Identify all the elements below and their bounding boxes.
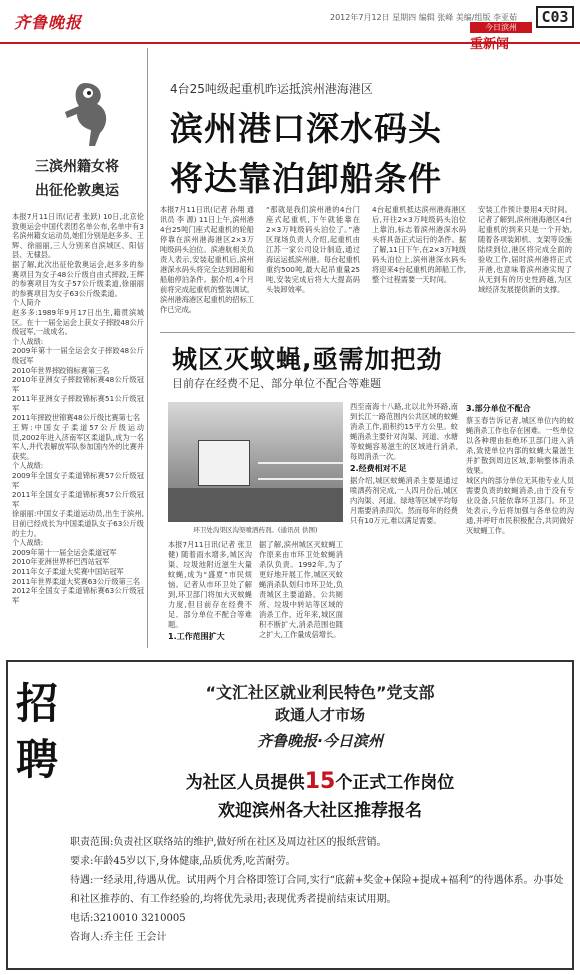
story1-body bbox=[160, 205, 575, 330]
story1-column: 安装工作预计要用4天时间。记者了解到,滨州港海港区4台起重机的到来只是一个开始,随着各项装卸机、支架等设施陆续到位,港区将完成全面的验收工作,届时滨州港将正式开港,也意味着滨州港实现了从无到有的历史性跨越,为区域经济发展提供新的支撑。 bbox=[478, 205, 572, 294]
story2-column: 据了解,滨州城区灭蚊蝇工作原来由市环卫处蚊蝇消杀队负责。1992年,为了更好地开展工作,城区灭蚊蝇消杀队划归市环卫处,负责城区主要道路、公共厕所、垃圾中转站等区域的消杀工作。近年来,城区面积不断扩大,消杀范围也随之扩大,工作量成倍增长。 bbox=[259, 540, 343, 639]
sidebar-paragraph: 王辉:中国女子柔道57公斤级运动员,2002年进入济南军区柔道队,成为一名军人,并代表解放军队参加国内外的比赛并获奖。 bbox=[12, 423, 144, 461]
story2-body-right bbox=[350, 402, 575, 642]
divider bbox=[160, 332, 575, 333]
story2-subhead-1: 1.工作范围扩大 bbox=[168, 632, 225, 640]
sidebar-headline bbox=[12, 155, 142, 203]
story2-para: 据介绍,城区蚊蝇消杀主要是通过喷洒药剂完成,一人四月份后,城区内沟渠、河道、绿地等区域平均每月需要消杀四次。然而每年的经费只有10万元,难以满足需要。 bbox=[350, 476, 458, 525]
sidebar-paragraph: 2011年世界柔道大奖赛63公斤级第三名 bbox=[12, 576, 141, 586]
ad-newspaper-logo: 齐鲁晚报·今日滨州 bbox=[257, 732, 383, 750]
ad-headline-number: 15 bbox=[304, 769, 336, 794]
sidebar-paragraph: 个人战绩: bbox=[12, 538, 44, 548]
sidebar-paragraph: 个人简介 bbox=[12, 298, 41, 308]
ad-detail-line: 职责范围:负责社区联络站的维护,做好所在社区及周边社区的报纸营销。 bbox=[70, 837, 387, 848]
newspaper-logo: 齐鲁晚报 bbox=[14, 13, 83, 32]
sidebar-paragraph: 2009年第十一届全运会柔道冠军 bbox=[12, 547, 117, 557]
ad-subheadline: 欢迎滨州各大社区推荐报名 bbox=[218, 801, 422, 821]
ad-partner: 政通人才市场 bbox=[274, 706, 365, 724]
sidebar-paragraph: 2010年世界摔跤锦标赛第三名 bbox=[12, 365, 110, 375]
ad-detail-line: 咨询人:乔主任 王会计 bbox=[70, 932, 167, 943]
ad-organizer: “文汇社区就业利民特色”党支部 bbox=[205, 683, 435, 702]
section-badge: 今日滨州 bbox=[470, 22, 532, 33]
sidebar-paragraph: 本报7月11日讯(记者 张跃) 10日,北京伦敦奥运会中国代表团名单公布,名单中有3名滨州籍女运动员,她们分别是赵多多、王辉、徐丽丽,三人分别来自滨城区、阳信县、无棣县。 bbox=[12, 212, 144, 260]
story1-kicker: 4台25吨级起重机昨运抵滨州港海港区 bbox=[170, 82, 373, 96]
story2-column bbox=[350, 402, 458, 642]
sidebar-paragraph: 赵多多:1989年9月17日出生,籍贯滨城区。在十一届全运会上获女子摔跤48公斤级冠军,一战成名。 bbox=[12, 307, 144, 337]
sidebar-paragraph: 2011年全国女子柔道锦标赛57公斤级冠军 bbox=[12, 490, 144, 509]
ad-title-vertical bbox=[12, 676, 62, 788]
story1-headline bbox=[170, 104, 570, 204]
ad-detail-line: 待遇:一经录用,待遇从优。试用两个月合格即签订合同,实行“底薪+奖金+保险+提成+福利”的待遇体系。办事处和社区推荐的、有工作经验的,均将优先录用;表现优秀者提前结束试用期。 bbox=[70, 875, 564, 905]
sidebar-paragraph: 2011年摔跤世锦赛48公斤级比赛第七名 bbox=[12, 413, 141, 423]
sidebar-paragraph: 个人战绩: bbox=[12, 461, 44, 471]
sidebar-paragraph: 2010年亚洲世界杯巴西站冠军 bbox=[12, 557, 110, 567]
story2-lead: 本报7月11日讯(记者 张卫健) 随着雨水增多,城区沟渠、垃圾池附近滋生大量蚊蝇,成为“盛夏”市民烦恼。记者从市环卫处了解到,环卫部门将加大灭蚊蝇力度,但目前存在经费不足、部分单位不配合等难题。 bbox=[168, 540, 252, 629]
sidebar-paragraph: 2011年亚洲女子摔跤锦标赛51公斤级冠军 bbox=[12, 394, 144, 413]
sidebar-paragraph: 徐丽丽:中国女子柔道运动员,出生于滨州,目前已经成长为中国柔道队女子63公斤级的主力。 bbox=[12, 509, 144, 538]
story2-photo bbox=[168, 402, 343, 522]
sidebar-paragraph: 个人战绩: bbox=[12, 336, 44, 346]
dateline: 2012年7月12日 星期四 编辑 张峰 美编/组版 李亚茹 bbox=[330, 13, 518, 22]
story1-headline-line1: 滨州港口深水码头 bbox=[170, 109, 442, 148]
sidebar-article bbox=[12, 212, 144, 652]
story1-headline-line2: 将达靠泊卸船条件 bbox=[170, 159, 442, 198]
story2-para: 城区内的部分单位无其他专业人员需要负责的蚊蝇消杀,由于没有专业设备,只能依靠环卫部门。环卫处表示,今后将加强与各单位的沟通,并呼吁市民积极配合,共同做好灭蚊蝇工作。 bbox=[466, 476, 574, 535]
story1-column: 4台起重机抵达滨州港海港区后,开往2×3万吨级码头泊位上靠泊,标志着滨州港深水码头将具备正式运行的条件。据了解,11日下午,在2×3万吨级码头泊位上,滨州港深水码头将迎来4台起重机的卸船工作,整个过程需要一天时间。 bbox=[372, 205, 466, 284]
photo-road bbox=[168, 488, 343, 522]
story2-column bbox=[168, 540, 252, 640]
page-number: C03 bbox=[536, 6, 574, 28]
sidebar-paragraph: 2011年女子柔道大奖赛中国站冠军 bbox=[12, 566, 124, 576]
story2-headline: 城区灭蚊蝇,亟需加把劲 bbox=[172, 345, 443, 374]
ad-headline-post: 个正式工作岗位 bbox=[335, 773, 455, 793]
ad-title-char-1: 招 bbox=[15, 679, 58, 728]
ad-detail-line: 要求:年龄45岁以下,身体健康,品质优秀,吃苦耐劳。 bbox=[70, 856, 296, 867]
sidebar-headline-line2: 出征伦敦奥运 bbox=[35, 183, 119, 199]
photo-railing bbox=[258, 462, 343, 480]
ad-headline bbox=[70, 768, 570, 794]
ad-details bbox=[70, 833, 570, 947]
sidebar-paragraph: 2009年第十一届全运会女子摔跤48公斤级冠军 bbox=[12, 346, 144, 365]
story2-subhead-3: 3.部分单位不配合 bbox=[466, 404, 531, 413]
sidebar-paragraph: 2010年亚洲女子摔跤锦标赛48公斤级冠军 bbox=[12, 375, 144, 394]
story1-column: “那就是我们滨州港的4台门座式起重机,下午就能靠在2×3万吨级码头泊位了。”港区现场负责人介绍,起重机由江苏一家公司设计制造,通过海运运抵滨州港。每台起重机重约500吨,最大起吊重量25吨,安装完成后将大大提高码头装卸效率。 bbox=[266, 205, 360, 294]
story2-column bbox=[466, 402, 574, 642]
sidebar-paragraph: 据了解,此次出征伦敦奥运会,赵多多的参赛项目为女子48公斤级自由式摔跤,王辉的参赛项目为女子57公斤级柔道,徐丽丽的参赛项目为女子63公斤级柔道。 bbox=[12, 259, 144, 298]
sidebar-paragraph: 2009年全国女子柔道锦标赛57公斤级冠军 bbox=[12, 471, 144, 490]
photo-caption: 环卫处沟渠区沟渠喷洒药剂。(通讯员 供图) bbox=[193, 526, 318, 534]
story1-column: 本报7月11日讯(记者 孙翔 通讯员 李 源) 11日上午,滨州港4台25吨门座式起重机的轮船停靠在滨州港海港区2×3万吨级码头泊位。滨港航相关负责人表示,安装起重机后,滨州港深水码头将完全达到卸船和船舶停泊条件。据介绍,4个月前将完成起重机的整装调试。滨州港海港区起重机的招标工作已完成。 bbox=[160, 205, 254, 314]
story2-subhead: 目前存在经费不足、部分单位不配合等难题 bbox=[172, 377, 381, 390]
story2-para: 西至南海十八路,北以北外环路,南到长江一路范围内公共区域的蚊蝇消杀工作,面积约15平方公里。蚊蝇消杀主要针对沟渠、河道、水塘等蚊蝇容易滋生的区域进行消杀,每周消杀一次。 bbox=[350, 402, 458, 461]
section-subtitle: 重新闻 bbox=[470, 37, 510, 52]
sidebar-headline-line1: 三滨州籍女将 bbox=[35, 159, 119, 175]
story2-body-left bbox=[168, 540, 343, 640]
sidebar-paragraph: 2012年全国女子柔道锦标赛63公斤级冠军 bbox=[12, 586, 144, 605]
story2-subhead-2: 2.经费相对不足 bbox=[350, 464, 407, 473]
photo-truck bbox=[198, 440, 250, 486]
story2-para: 蔡玉春告诉记者,城区单位内的蚊蝇消杀工作也存在困难。一些单位以各种理由拒绝环卫部门进入消杀,致使单位内部的蚊蝇大量滋生并扩散到周边区域,影响整体消杀效果。 bbox=[466, 416, 574, 475]
ad-headline-pre: 为社区人员提供 bbox=[185, 773, 305, 793]
olympic-mascot-icon bbox=[55, 78, 115, 148]
ad-detail-line: 电话:3210010 3210005 bbox=[70, 913, 186, 924]
ad-title-char-2: 聘 bbox=[15, 735, 58, 784]
